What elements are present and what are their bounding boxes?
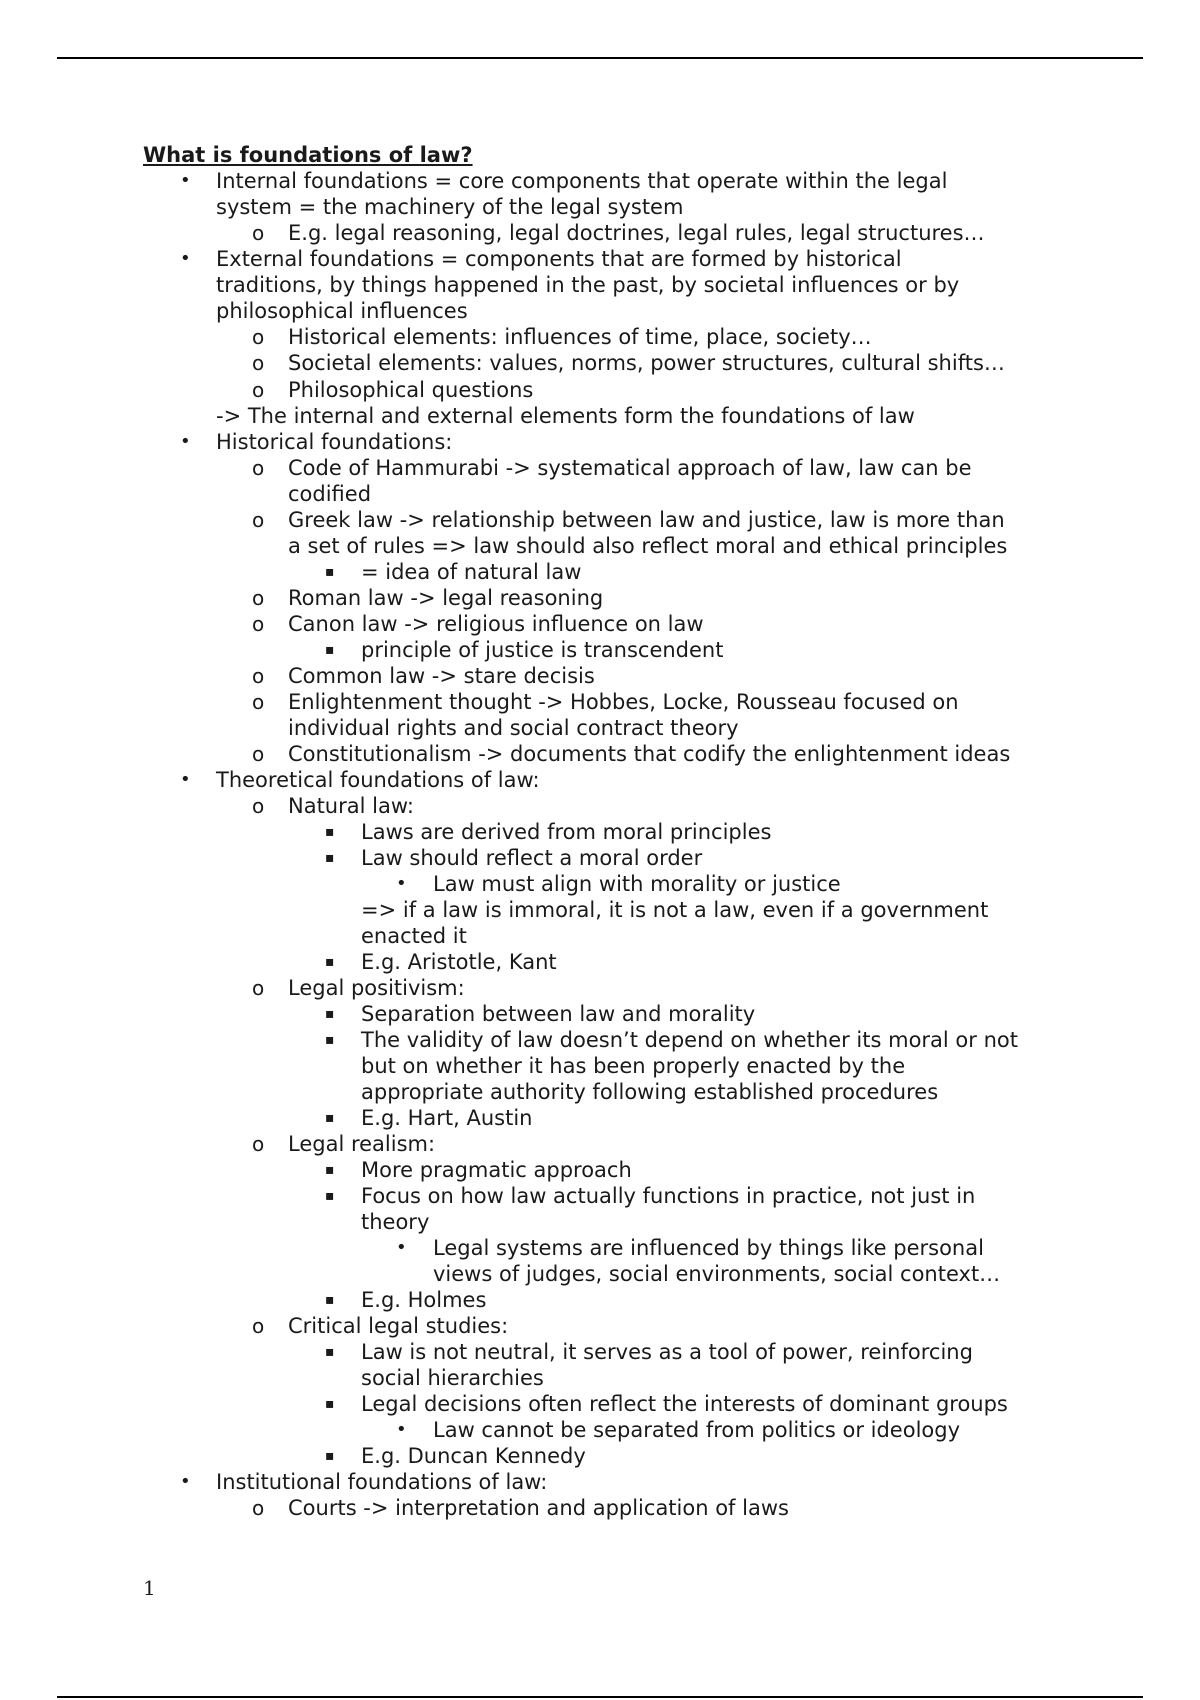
text-line: Legal decisions often reflect the interests of dominant groups	[361, 1392, 1008, 1416]
square-marker: ▪	[325, 1162, 335, 1178]
text-line: social hierarchies	[361, 1366, 544, 1390]
text-line: Canon law -> religious influence on law	[288, 612, 704, 636]
square-marker: ▪	[325, 642, 335, 658]
text-line: Laws are derived from moral principles	[361, 820, 772, 844]
text-line: More pragmatic approach	[361, 1158, 632, 1182]
bullet-marker: •	[396, 1419, 407, 1440]
text-line: philosophical influences	[216, 299, 468, 323]
bullet-marker: •	[396, 1237, 407, 1258]
text-line: => if a law is immoral, it is not a law, even if a government	[361, 898, 989, 922]
text-line: Law cannot be separated from politics or ideology	[433, 1418, 961, 1442]
text-line: = idea of natural law	[361, 560, 582, 584]
text-line: Theoretical foundations of law:	[216, 768, 540, 792]
text-line: Institutional foundations of law:	[216, 1470, 548, 1494]
text-line: theory	[361, 1210, 430, 1234]
text-line: Courts -> interpretation and application of laws	[288, 1496, 789, 1520]
text-line: Roman law -> legal reasoning	[288, 586, 604, 610]
text-line: Law is not neutral, it serves as a tool of power, reinforcing	[361, 1340, 973, 1364]
page-title: What is foundations of law?	[143, 143, 473, 167]
text-line: Enlightenment thought -> Hobbes, Locke, Rousseau focused on	[288, 690, 959, 714]
text-line: Code of Hammurabi -> systematical approach of law, law can be	[288, 456, 972, 480]
square-marker: ▪	[325, 1448, 335, 1464]
bullet-marker: •	[180, 769, 191, 790]
text-line: Law should reflect a moral order	[361, 846, 703, 870]
text-line: Common law -> stare decisis	[288, 664, 595, 688]
text-line: enacted it	[361, 924, 467, 948]
text-line: External foundations = components that are formed by historical	[216, 247, 902, 271]
text-line: Historical foundations:	[216, 430, 453, 454]
page-number: 1	[143, 1576, 156, 1600]
square-marker: ▪	[325, 850, 335, 866]
square-marker: ▪	[325, 564, 335, 580]
circle-marker: o	[252, 378, 265, 402]
circle-marker: o	[252, 325, 265, 349]
square-marker: ▪	[325, 824, 335, 840]
text-line: Law must align with morality or justice	[433, 872, 841, 896]
square-marker: ▪	[325, 1396, 335, 1412]
square-marker: ▪	[325, 1032, 335, 1048]
text-line: principle of justice is transcendent	[361, 638, 724, 662]
circle-marker: o	[252, 742, 265, 766]
text-line: Natural law:	[288, 794, 414, 818]
text-line: E.g. Hart, Austin	[361, 1106, 533, 1130]
text-line: -> The internal and external elements form the foundations of law	[216, 404, 915, 428]
square-marker: ▪	[325, 1344, 335, 1360]
text-line: E.g. Aristotle, Kant	[361, 950, 557, 974]
square-marker: ▪	[325, 1006, 335, 1022]
text-line: system = the machinery of the legal system	[216, 195, 684, 219]
bullet-marker: •	[180, 431, 191, 452]
text-line: views of judges, social environments, social context…	[433, 1262, 1001, 1286]
text-line: individual rights and social contract theory	[288, 716, 739, 740]
circle-marker: o	[252, 508, 265, 532]
text-line: Greek law -> relationship between law and justice, law is more than	[288, 508, 1005, 532]
text-line: codified	[288, 482, 372, 506]
circle-marker: o	[252, 1496, 265, 1520]
square-marker: ▪	[325, 1188, 335, 1204]
square-marker: ▪	[325, 954, 335, 970]
text-line: traditions, by things happened in the past, by societal influences or by	[216, 273, 960, 297]
circle-marker: o	[252, 586, 265, 610]
square-marker: ▪	[325, 1292, 335, 1308]
circle-marker: o	[252, 221, 265, 245]
circle-marker: o	[252, 690, 265, 714]
text-line: E.g. Holmes	[361, 1288, 487, 1312]
circle-marker: o	[252, 351, 265, 375]
circle-marker: o	[252, 456, 265, 480]
text-line: a set of rules => law should also reflect moral and ethical principles	[288, 534, 1008, 558]
square-marker: ▪	[325, 1110, 335, 1126]
circle-marker: o	[252, 794, 265, 818]
text-line: Critical legal studies:	[288, 1314, 509, 1338]
text-line: The validity of law doesn’t depend on whether its moral or not	[361, 1028, 1018, 1052]
bullet-marker: •	[396, 873, 407, 894]
bullet-marker: •	[180, 248, 191, 269]
text-line: Focus on how law actually functions in practice, not just in	[361, 1184, 976, 1208]
text-line: Internal foundations = core components that operate within the legal	[216, 169, 948, 193]
text-line: Legal systems are influenced by things like personal	[433, 1236, 984, 1260]
circle-marker: o	[252, 664, 265, 688]
bullet-marker: •	[180, 1471, 191, 1492]
text-line: Legal realism:	[288, 1132, 436, 1156]
text-line: Legal positivism:	[288, 976, 465, 1000]
text-line: E.g. legal reasoning, legal doctrines, legal rules, legal structures…	[288, 221, 985, 245]
text-line: E.g. Duncan Kennedy	[361, 1444, 586, 1468]
text-line: Societal elements: values, norms, power structures, cultural shifts…	[288, 351, 1005, 375]
circle-marker: o	[252, 612, 265, 636]
circle-marker: o	[252, 976, 265, 1000]
bullet-marker: •	[180, 170, 191, 191]
circle-marker: o	[252, 1132, 265, 1156]
text-line: Historical elements: influences of time, place, society…	[288, 325, 872, 349]
text-line: Separation between law and morality	[361, 1002, 756, 1026]
text-line: appropriate authority following established procedures	[361, 1080, 939, 1104]
text-line: but on whether it has been properly enacted by the	[361, 1054, 906, 1078]
header-rule	[57, 57, 1143, 59]
circle-marker: o	[252, 1314, 265, 1338]
text-line: Constitutionalism -> documents that codify the enlightenment ideas	[288, 742, 1011, 766]
text-line: Philosophical questions	[288, 378, 534, 402]
footer-rule	[57, 1696, 1143, 1698]
